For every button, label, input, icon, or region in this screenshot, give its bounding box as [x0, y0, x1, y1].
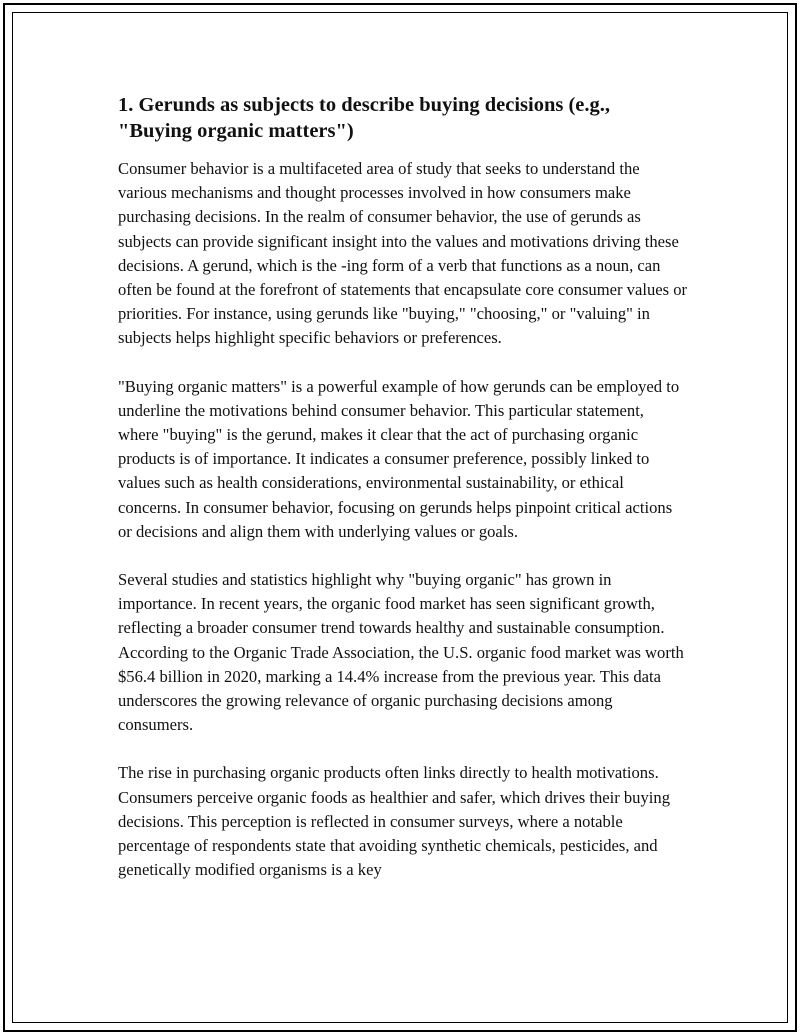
section-heading: 1. Gerunds as subjects to describe buying decisions (e.g., "Buying organic matters")	[118, 94, 611, 142]
paragraph-example: "Buying organic matters" is a powerful example of how gerunds can be employed to underline the motivations behind consumer behavior. This particular statement, where "buying" is the gerund, makes it clear that the act of purchasing organic products is of importance. It indicates a consumer preference, possibly linked to values such as health considerations, environmental sustainability, or ethical concerns. In consumer behavior, focusing on gerunds helps pinpoint critical actions or decisions and align them with underlying values or goals.	[118, 376, 680, 541]
document-body	[118, 92, 688, 906]
paragraph-statistics: Several studies and statistics highlight why "buying organic" has grown in importance. In recent years, the organic food market has seen significant growth, reflecting a broader consumer trend towards healthy and sustainable consumption. According to the Organic Trade Association, the U.S. organic food market was worth $56.4 billion in 2020, marking a 14.4% increase from the previous year. This data underscores the growing relevance of organic purchasing decisions among consumers.	[118, 570, 684, 735]
paragraph-health-motivations: The rise in purchasing organic products often links directly to health motivations. Consumers perceive organic foods as healthier and safer, which drives their buying decisions. This perception is reflected in consumer surveys, where a notable percentage of respondents state that avoiding synthetic chemicals, pesticides, and genetically modified organisms is a key	[118, 763, 670, 880]
paragraph-intro: Consumer behavior is a multifaceted area of study that seeks to understand the various mechanisms and thought processes involved in how consumers make purchasing decisions. In the realm of consumer behavior, the use of gerunds as subjects can provide significant insight into the values and motivations driving these decisions. A gerund, which is the -ing form of a verb that functions as a noun, can often be found at the forefront of statements that encapsulate core consumer values or priorities. For instance, using gerunds like "buying," "choosing," or "valuing" in subjects helps highlight specific behaviors or preferences.	[118, 159, 688, 348]
